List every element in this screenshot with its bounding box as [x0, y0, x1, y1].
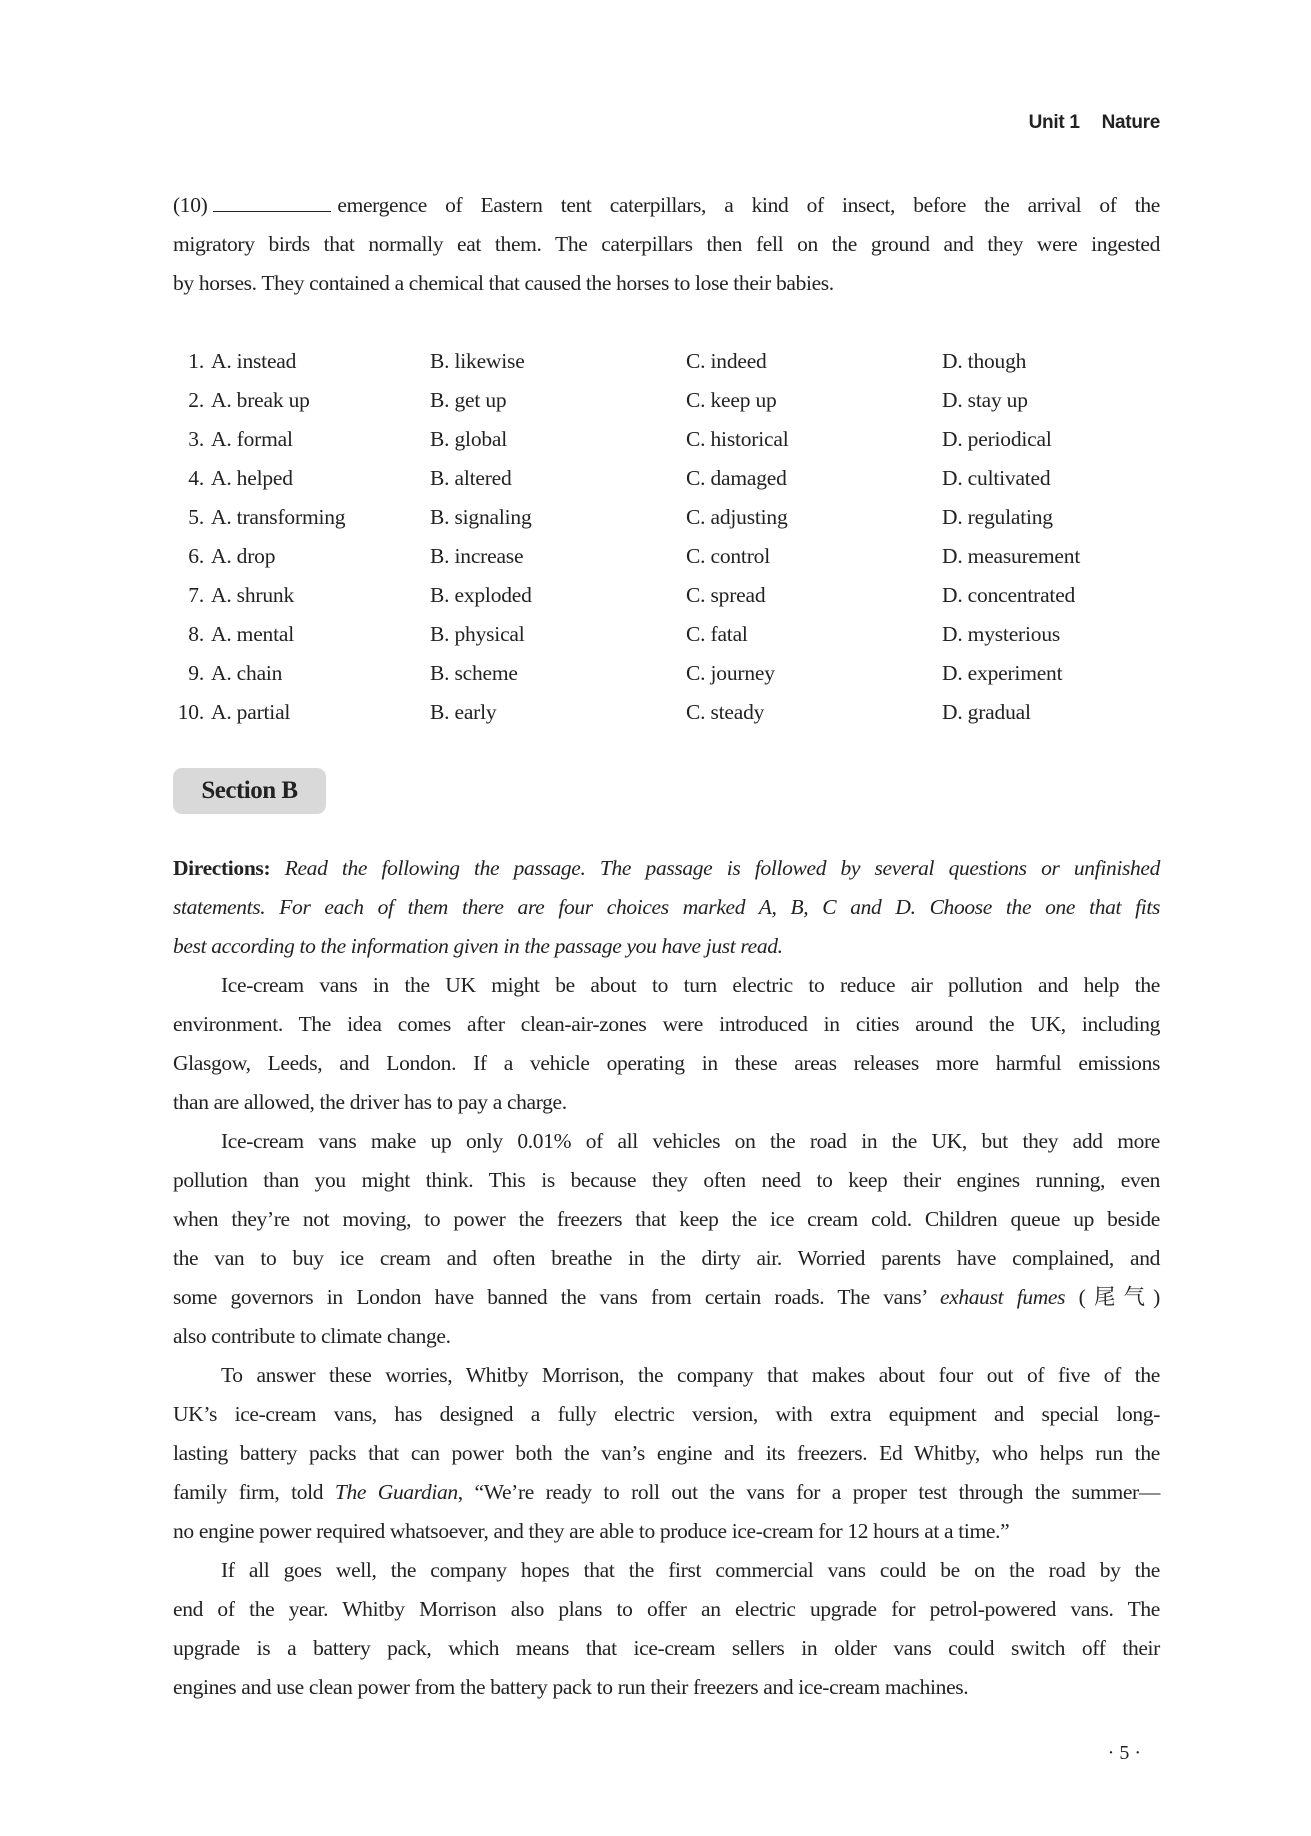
- line-text: some governors in London have banned the vans from certain roads. The vans’: [173, 1285, 927, 1309]
- passage-line: environment. The idea comes after clean-air-zones were introduced in cities around the UK, including: [173, 1012, 1160, 1036]
- option-c: C. damaged: [686, 466, 787, 490]
- option-b: B. scheme: [430, 661, 518, 685]
- option-row: [0, 693, 1311, 732]
- option-row: [0, 342, 1311, 381]
- option-a: A. partial: [211, 700, 291, 724]
- option-d: D. though: [942, 349, 1027, 373]
- option-b: B. get up: [430, 388, 507, 412]
- option-c: C. spread: [686, 583, 766, 607]
- option-b: B. increase: [430, 544, 524, 568]
- option-a: A. shrunk: [211, 583, 295, 607]
- passage-line: no engine power required whatsoever, and they are able to produce ice-cream for 12 hours at a time.”: [173, 1519, 1010, 1543]
- page-number: · 5 ·: [1107, 1742, 1141, 1764]
- blank-number: (10): [173, 193, 208, 217]
- option-b: B. global: [430, 427, 508, 451]
- directions-label: Directions:: [173, 856, 271, 880]
- option-a: A. mental: [211, 622, 294, 646]
- passage-line: engines and use clean power from the battery pack to run their freezers and ice-cream machines.: [173, 1675, 969, 1699]
- passage-line: Glasgow, Leeds, and London. If a vehicle operating in these areas releases more harmful emissions: [173, 1051, 1160, 1075]
- option-b: B. early: [430, 700, 497, 724]
- option-c: C. keep up: [686, 388, 777, 412]
- unit-label: Unit 1: [1028, 112, 1080, 133]
- directions-line: [173, 849, 1160, 888]
- directions-text: statements. For each of them there are four choices marked A, B, C and D. Choose the one that fits: [173, 895, 1160, 919]
- section-b-text: [173, 849, 1160, 1707]
- option-a: A. transforming: [211, 505, 346, 529]
- question-number: 3.: [188, 427, 204, 451]
- question-number: 4.: [188, 466, 204, 490]
- option-row: [0, 459, 1311, 498]
- directions-text: best according to the information given in the passage you have just read.: [173, 934, 783, 958]
- option-row: [0, 498, 1311, 537]
- passage-line: Ice-cream vans make up only 0.01% of all vehicles on the road in the UK, but they add more: [221, 1129, 1160, 1153]
- passage-line: migratory birds that normally eat them. The caterpillars then fell on the ground and they were ingested: [173, 232, 1160, 256]
- publication-title: The Guardian: [334, 1480, 458, 1504]
- question-number: 6.: [188, 544, 204, 568]
- option-c: C. indeed: [686, 349, 767, 373]
- option-a: A. drop: [211, 544, 276, 568]
- option-d: D. cultivated: [942, 466, 1051, 490]
- option-a: A. instead: [211, 349, 297, 373]
- option-b: B. likewise: [430, 349, 525, 373]
- passage-line: pollution than you might think. This is because they often need to keep their engines running, even: [173, 1168, 1160, 1192]
- passage-line: lasting battery packs that can power both the van’s engine and its freezers. Ed Whitby, who helps run the: [173, 1441, 1160, 1465]
- passage-line: [173, 1278, 1160, 1317]
- option-row: [0, 654, 1311, 693]
- line-text: family firm, told: [173, 1480, 324, 1504]
- option-d: D. concentrated: [942, 583, 1076, 607]
- option-d: D. mysterious: [942, 622, 1061, 646]
- option-d: D. gradual: [942, 700, 1031, 724]
- option-d: D. measurement: [942, 544, 1081, 568]
- passage-line: [173, 186, 1160, 225]
- option-a: A. break up: [211, 388, 310, 412]
- question-number: 1.: [188, 349, 204, 373]
- question-number: 2.: [188, 388, 204, 412]
- passage-line: To answer these worries, Whitby Morrison, the company that makes about four out of five of the: [221, 1363, 1160, 1387]
- option-d: D. regulating: [942, 505, 1053, 529]
- passage-line: upgrade is a battery pack, which means that ice-cream sellers in older vans could switch off their: [173, 1636, 1160, 1660]
- question-number: 9.: [188, 661, 204, 685]
- passage-line: the van to buy ice cream and often breathe in the dirty air. Worried parents have complained, and: [173, 1246, 1160, 1270]
- option-a: A. formal: [211, 427, 293, 451]
- passage-line: also contribute to climate change.: [173, 1324, 451, 1348]
- option-c: C. adjusting: [686, 505, 788, 529]
- running-header: [1029, 112, 1160, 134]
- option-row: [0, 537, 1311, 576]
- question-number: 8.: [188, 622, 204, 646]
- passage-line: end of the year. Whitby Morrison also plans to offer an electric upgrade for petrol-powered vans. The: [173, 1597, 1160, 1621]
- option-b: B. exploded: [430, 583, 532, 607]
- section-b-heading: Section B: [173, 768, 326, 814]
- unit-title: Nature: [1101, 112, 1160, 133]
- option-c: C. historical: [686, 427, 789, 451]
- answer-blank: [213, 191, 331, 212]
- passage-line: when they’re not moving, to power the freezers that keep the ice cream cold. Children queue up beside: [173, 1207, 1160, 1231]
- question-number: 7.: [188, 583, 204, 607]
- directions-line: [173, 927, 1160, 966]
- directions-text: Read the following the passage. The passage is followed by several questions or unfinished: [284, 856, 1160, 880]
- option-d: D. periodical: [942, 427, 1052, 451]
- option-c: C. journey: [686, 661, 775, 685]
- passage-line: If all goes well, the company hopes that the first commercial vans could be on the road by the: [221, 1558, 1160, 1582]
- option-a: A. helped: [211, 466, 293, 490]
- line-text: , “We’re ready to roll out the vans for a proper test through the summer—: [457, 1480, 1160, 1504]
- answer-options: [0, 342, 1311, 732]
- italic-term: exhaust fumes: [940, 1285, 1066, 1309]
- option-d: D. experiment: [942, 661, 1063, 685]
- option-c: C. steady: [686, 700, 765, 724]
- cloze-passage-end: [173, 186, 1160, 303]
- option-b: B. signaling: [430, 505, 532, 529]
- passage-line: than are allowed, the driver has to pay a charge.: [173, 1090, 567, 1114]
- question-number: 5.: [188, 505, 204, 529]
- option-b: B. physical: [430, 622, 525, 646]
- option-a: A. chain: [211, 661, 283, 685]
- option-d: D. stay up: [942, 388, 1028, 412]
- question-number: 10.: [177, 700, 204, 724]
- directions-line: [173, 888, 1160, 927]
- passage-line: [173, 1473, 1160, 1512]
- line-text: emergence of Eastern tent caterpillars, a kind of insect, before the arrival of the: [337, 193, 1160, 217]
- option-c: C. fatal: [686, 622, 748, 646]
- option-row: [0, 381, 1311, 420]
- passage-line: by horses. They contained a chemical that caused the horses to lose their babies.: [173, 271, 834, 295]
- option-row: [0, 576, 1311, 615]
- gloss: (尾气): [1078, 1285, 1160, 1309]
- option-c: C. control: [686, 544, 770, 568]
- option-row: [0, 420, 1311, 459]
- passage-line: UK’s ice-cream vans, has designed a fully electric version, with extra equipment and special long-: [173, 1402, 1160, 1426]
- option-row: [0, 615, 1311, 654]
- passage-line: Ice-cream vans in the UK might be about to turn electric to reduce air pollution and help the: [221, 973, 1160, 997]
- option-b: B. altered: [430, 466, 512, 490]
